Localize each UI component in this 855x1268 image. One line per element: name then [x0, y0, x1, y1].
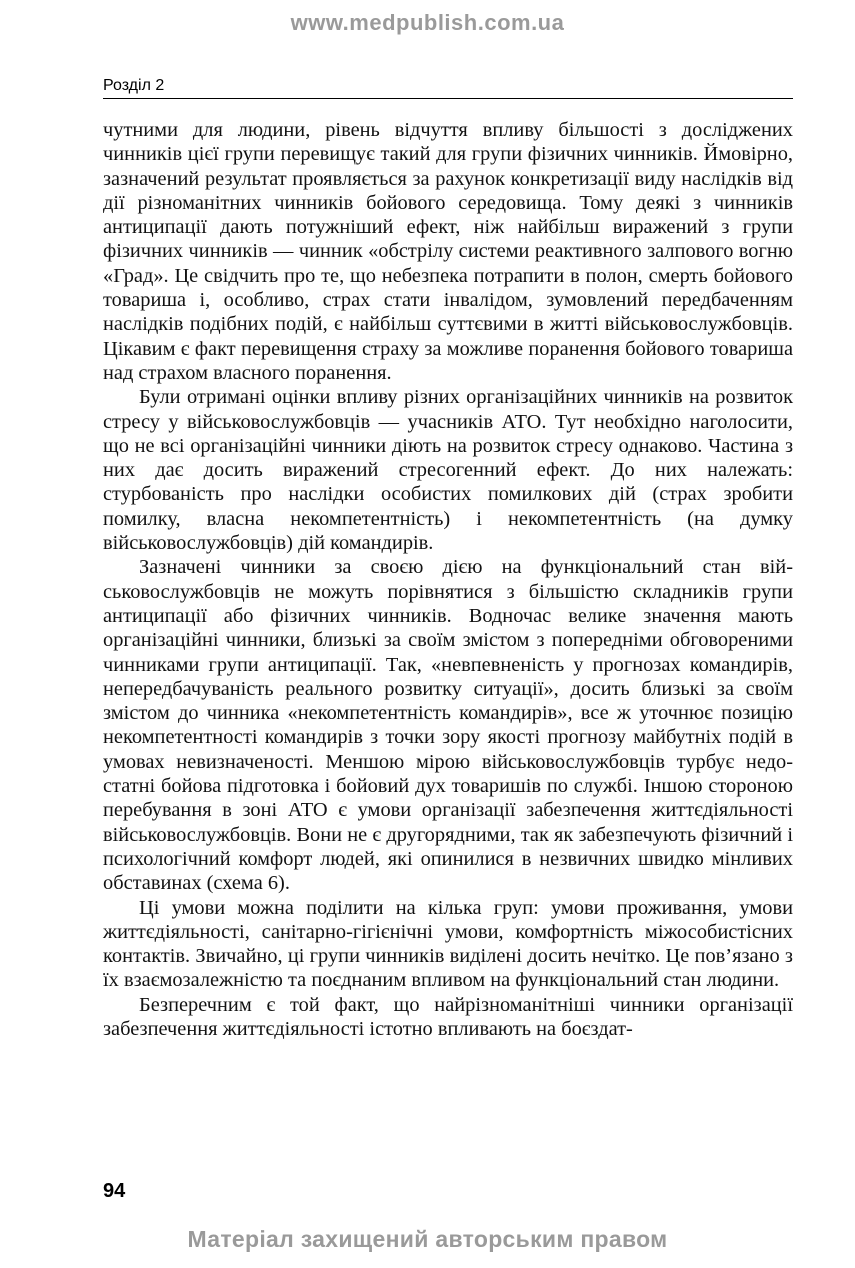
watermark-site-url: www.medpublish.com.ua — [290, 10, 565, 35]
running-head — [103, 72, 793, 99]
chapter-label: Розділ 2 — [103, 77, 165, 94]
paragraph: Були отримані оцінки впливу різних організаційних чинників на розвиток стресу у військовослужбовців — учасників АТО. Тут необхідно наголосити, що не всі організаційні чинники діють на розвиток стресу однаково. Частина з них дає досить виражений стресогенний ефект. До них належать: стурбованість про наслідки особистих помилкових дій (страх зробити помилку, власна некомпетентність) і некомпетентність (на думку військовослужбовців) дій командирів. — [103, 386, 793, 555]
paragraph-continuation: чутними для людини, рівень відчуття впливу більшості з досліджених чинників цієї групи перевищує такий для групи фізичних чинників. Ймовірно, зазначений результат проявляється за рахунок конкретизації виду наслідків від дії різноманітних чинників бойового середовища. Тому деякі з чинників антиципації дають потужніший ефект, ніж найбільш виражений з групи фізичних чинників — чинник «обстрілу системи реактивного залпового вогню «Град». Це свідчить про те, що небезпека потрапити в полон, смерть бойового товариша і, особливо, страх стати інвалідом, зумовлений передбаченням наслідків подібних подій, є найбільш суттєвими в житті військовослужбовців. Цікавим є факт перевищення страху за можливе поранення бойового товариша над страхом власного поранення. — [103, 119, 793, 384]
watermark-copyright: Матеріал захищений авторським правом — [187, 1226, 668, 1252]
paragraph: Зазначені чинники за своєю дією на функціональний стан військовослужбовців не можуть порівнятися з більшістю складників групи антиципації або фізичних чинників. Водночас велике значення мають організаційні чинники, близькі за своїм змістом з попередніми обговореними чинниками групи антиципації. Так, «невпевненість у прогнозах командирів, непередбачуваність реального розвитку ситуації», досить близькі за своїм змістом до чинника «некомпетентність командирів», все ж уточнює позицію некомпетентності командирів з точки зору якості прогнозу майбутніх подій в умовах невизначеності. Меншою мірою військовослужбовців турбує недостатні бойова підготовка і бойовий дух товаришів по службі. Іншою стороною перебування в зоні АТО є умови організації забезпечення життєдіяльності військовослужбовців. Вони не є другорядними, так як забезпечують фізичний і психологічний комфорт людей, які опинилися в незвичних швидко мінливих обставинах (схема 6). — [103, 556, 793, 895]
page-number: 94 — [103, 1180, 126, 1202]
body-text — [103, 118, 793, 1041]
paragraph: Ці умови можна поділити на кілька груп: умови проживання, умови життєдіяльності, санітарно-гігієнічні умови, комфортність міжособистісних контактів. Звичайно, ці групи чинників виділені досить нечітко. Це пов’язано з їх взаємозалежністю та поєднаним впливом на функціональний стан людини. — [103, 896, 793, 992]
paragraph: Безперечним є той факт, що найрізноманітніші чинники організації забезпечення життєдіяльності істотно впливають на боєздат- — [103, 993, 793, 1040]
